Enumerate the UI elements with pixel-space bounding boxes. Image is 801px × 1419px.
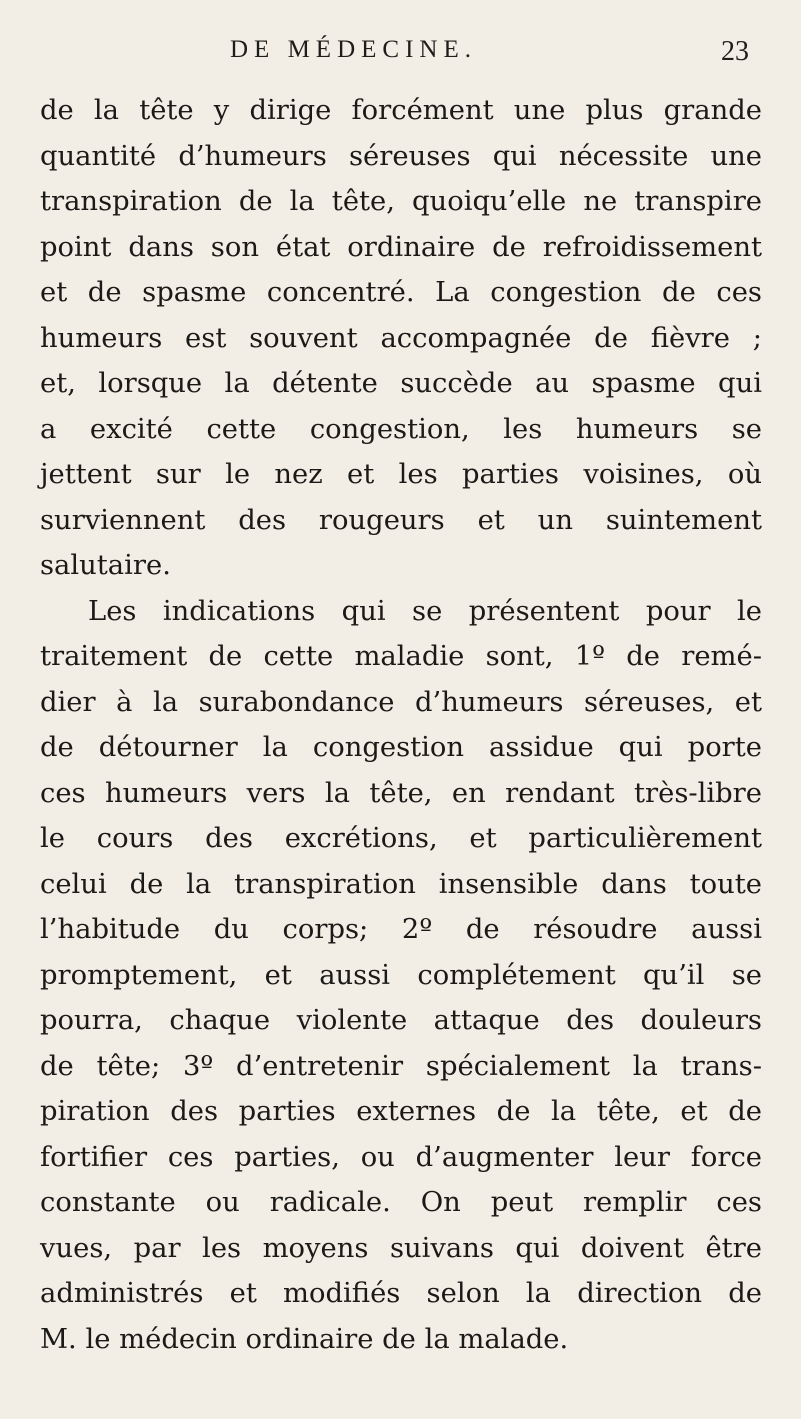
- text-line: celui de la transpiration insensible dans toute: [40, 868, 762, 900]
- text-line: le cours des excrétions, et particulièrement: [40, 823, 762, 854]
- text-line: salutaire.: [40, 550, 171, 581]
- text-line: de la tête y dirige forcément une plus grande: [40, 95, 762, 126]
- text-line: a excité cette congestion, les humeurs se: [40, 413, 762, 445]
- text-line: humeurs est souvent accompagnée de fièvre ;: [40, 322, 762, 354]
- text-line: transpiration de la tête, quoiqu’elle ne transpire: [40, 186, 762, 217]
- text-line: promptement, et aussi complétement qu’il se: [40, 959, 762, 991]
- text-line: de tête; 3º d’entretenir spécialement la trans-: [40, 1050, 762, 1082]
- text-line: point dans son état ordinaire de refroidissement: [40, 231, 762, 263]
- text-line: M. le médecin ordinaire de la malade.: [40, 1323, 569, 1355]
- text-line: fortifier ces parties, ou d’augmenter leur force: [40, 1141, 762, 1173]
- body-text: [40, 88, 762, 1362]
- text-line: constante ou radicale. On peut remplir ces: [40, 1187, 762, 1218]
- text-line: administrés et modifiés selon la direction de: [40, 1278, 762, 1309]
- text-line: surviennent des rougeurs et un suintement: [40, 504, 762, 536]
- text-line: vues, par les moyens suivans qui doivent être: [40, 1232, 762, 1264]
- text-line: et, lorsque la détente succède au spasme qui: [40, 368, 762, 399]
- text-line: pourra, chaque violente attaque des douleurs: [40, 1005, 762, 1036]
- text-line: ces humeurs vers la tête, en rendant très-libre: [40, 777, 762, 809]
- text-line: dier à la surabondance d’humeurs séreuses, et: [40, 686, 762, 718]
- text-line: de détourner la congestion assidue qui porte: [40, 732, 762, 763]
- paragraph-start-line: Les indications qui se présentent pour le: [88, 595, 762, 627]
- text-line: piration des parties externes de la tête, et de: [40, 1096, 762, 1127]
- text-line: traitement de cette maladie sont, 1º de remé-: [40, 641, 762, 672]
- running-head: DE MÉDECINE.: [230, 36, 477, 63]
- text-line: jettent sur le nez et les parties voisines, où: [40, 459, 762, 490]
- page-header: [0, 36, 801, 76]
- text-line: l’habitude du corps; 2º de résoudre aussi: [40, 914, 762, 945]
- page-number: 23: [721, 36, 749, 67]
- text-line: et de spasme concentré. La congestion de ces: [40, 277, 762, 308]
- text-line: quantité d’humeurs séreuses qui nécessite une: [40, 140, 762, 172]
